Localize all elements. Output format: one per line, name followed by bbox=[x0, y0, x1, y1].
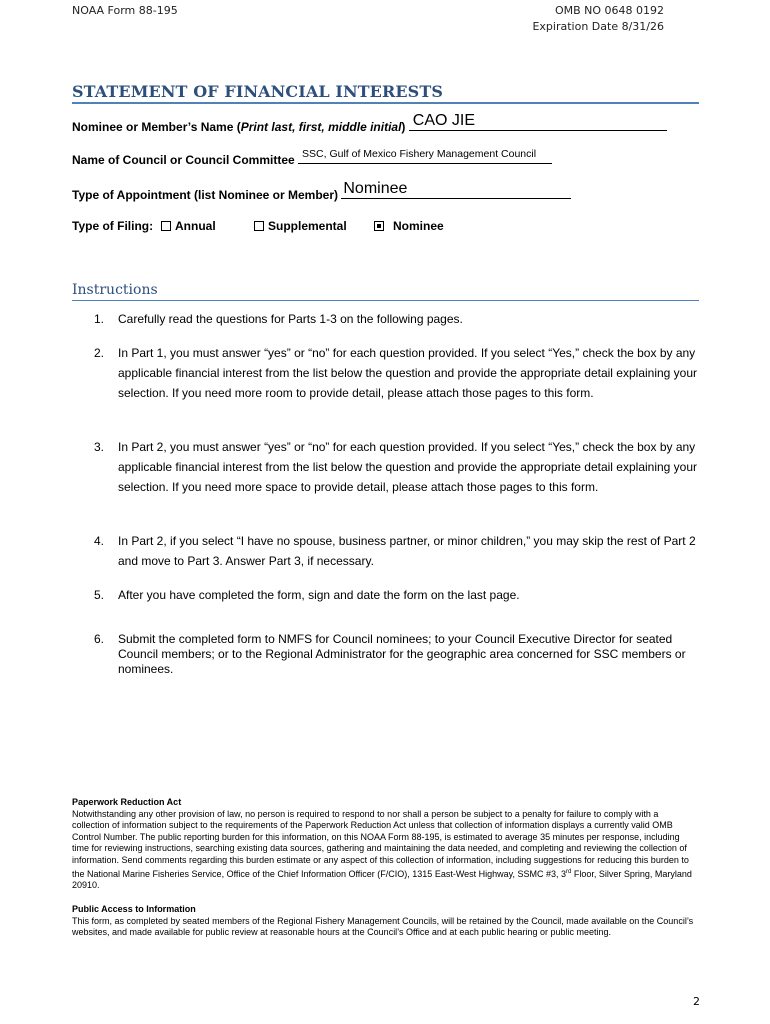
council-field-row bbox=[72, 150, 552, 167]
instruction-number: 3. bbox=[94, 440, 105, 454]
public-access-heading: Public Access to Information bbox=[72, 904, 196, 914]
council-input[interactable] bbox=[298, 150, 552, 164]
paperwork-reduction-notice bbox=[72, 797, 697, 892]
instruction-number: 6. bbox=[94, 632, 105, 646]
form-id: NOAA Form 88-195 bbox=[72, 4, 178, 17]
name-field-row bbox=[72, 112, 667, 134]
public-access-notice bbox=[72, 904, 697, 939]
instruction-number: 5. bbox=[94, 588, 105, 602]
appointment-field-row bbox=[72, 180, 571, 202]
supplemental-checkbox[interactable] bbox=[254, 221, 264, 231]
instruction-text: In Part 2, you must answer “yes” or “no” for each question provided. If you select “Yes,” check the box by any applicable financial interest from the list below the question and provide the appropriate detail explaining your selection. If you need more space to provide detail, please attach those pages to this form. bbox=[118, 440, 698, 494]
instructions-heading: Instructions bbox=[72, 282, 158, 298]
appointment-value: Nominee bbox=[343, 180, 408, 197]
name-input[interactable] bbox=[409, 112, 667, 131]
supplemental-label: Supplemental bbox=[268, 219, 347, 233]
appointment-input[interactable] bbox=[341, 180, 571, 199]
name-label-b: Print last, first, middle initial bbox=[240, 120, 402, 134]
council-value: SSC, Gulf of Mexico Fishery Management Council bbox=[302, 148, 537, 160]
instruction-item bbox=[94, 531, 699, 571]
appointment-label: Type of Appointment (list Nominee or Member) bbox=[72, 188, 339, 202]
page-title: STATEMENT OF FINANCIAL INTERESTS bbox=[72, 82, 443, 101]
council-label: Name of Council or Council Committee bbox=[72, 153, 295, 167]
filing-option-nominee[interactable] bbox=[374, 219, 444, 233]
filing-option-supplemental[interactable] bbox=[254, 219, 347, 233]
instruction-item bbox=[94, 309, 699, 329]
paperwork-text-sup: rd bbox=[566, 868, 572, 875]
paperwork-heading: Paperwork Reduction Act bbox=[72, 797, 182, 807]
annual-label: Annual bbox=[175, 219, 216, 233]
instruction-item bbox=[94, 585, 699, 605]
instruction-number: 1. bbox=[94, 312, 105, 326]
instruction-number: 4. bbox=[94, 534, 105, 548]
instruction-text: Submit the completed form to NMFS for Council nominees; to your Council Executive Director for seated Council members; or to the Regional Administrator for the geographic area concerned for SSC members or nominees. bbox=[118, 632, 686, 676]
nominee-checkbox[interactable] bbox=[374, 221, 384, 231]
public-access-text: This form, as completed by seated members of the Regional Fishery Management Councils, will be retained by the Council, made available on the Council’s websites, and made available for public review at reasonable hours at the Council’s Office and at each public hearing or public meeting. bbox=[72, 915, 694, 938]
instruction-text: In Part 1, you must answer “yes” or “no” for each question provided. If you select “Yes,” check the box by any applicable financial interest from the list below the question and provide the appropriate detail explaining your selection. If you need more room to provide detail, please attach those pages to this form. bbox=[118, 346, 698, 400]
page-number: 2 bbox=[693, 995, 700, 1008]
paperwork-text bbox=[72, 809, 697, 892]
name-label-a: Nominee or Member’s Name ( bbox=[72, 120, 241, 134]
name-label-c: ) bbox=[401, 120, 406, 134]
instruction-text: Carefully read the questions for Parts 1-3 on the following pages. bbox=[118, 312, 463, 326]
instruction-number: 2. bbox=[94, 346, 105, 360]
paperwork-text-main: Notwithstanding any other provision of law, no person is required to respond to nor shall a person be subject to a penalty for failure to comply with a collection of information subject to the requirements of the Paperwork Reduction Act unless that collection of information displays a currently valid OMB Control Number. The public reporting burden for this information, on this NOAA Form 88-195, is estimated to average 35 minutes per response, including time for reviewing instructions, searching existing data sources, gathering and maintaining the data needed, and completing and reviewing the collection of information. Send comments regarding this burden estimate or any aspect of this collection of information, including suggestions for reducing this burden to the National Marine Fisheries Service, Office of the Chief Information Officer (F/CIO), 1315 East-West Highway, SSMC #3, 3 bbox=[72, 808, 689, 879]
instruction-item bbox=[94, 343, 699, 403]
name-value: CAO JIE bbox=[412, 112, 475, 129]
expiration-date: Expiration Date 8/31/26 bbox=[532, 20, 664, 33]
paperwork-text-end: Floor, Silver Spring, Maryland 20910. bbox=[72, 868, 692, 891]
filing-option-annual[interactable] bbox=[161, 219, 216, 233]
instruction-text: After you have completed the form, sign and date the form on the last page. bbox=[118, 588, 520, 602]
instruction-text: In Part 2, if you select “I have no spouse, business partner, or minor children,” you may skip the rest of Part 2 and move to Part 3. Answer Part 3, if necessary. bbox=[118, 534, 696, 568]
nominee-label: Nominee bbox=[393, 219, 444, 233]
instruction-item bbox=[94, 437, 699, 497]
filing-label: Type of Filing: bbox=[72, 219, 154, 233]
omb-number: OMB NO 0648 0192 bbox=[554, 4, 664, 17]
annual-checkbox[interactable] bbox=[161, 221, 171, 231]
instruction-item bbox=[94, 632, 699, 677]
title-divider bbox=[72, 102, 699, 104]
instructions-divider bbox=[72, 300, 699, 301]
